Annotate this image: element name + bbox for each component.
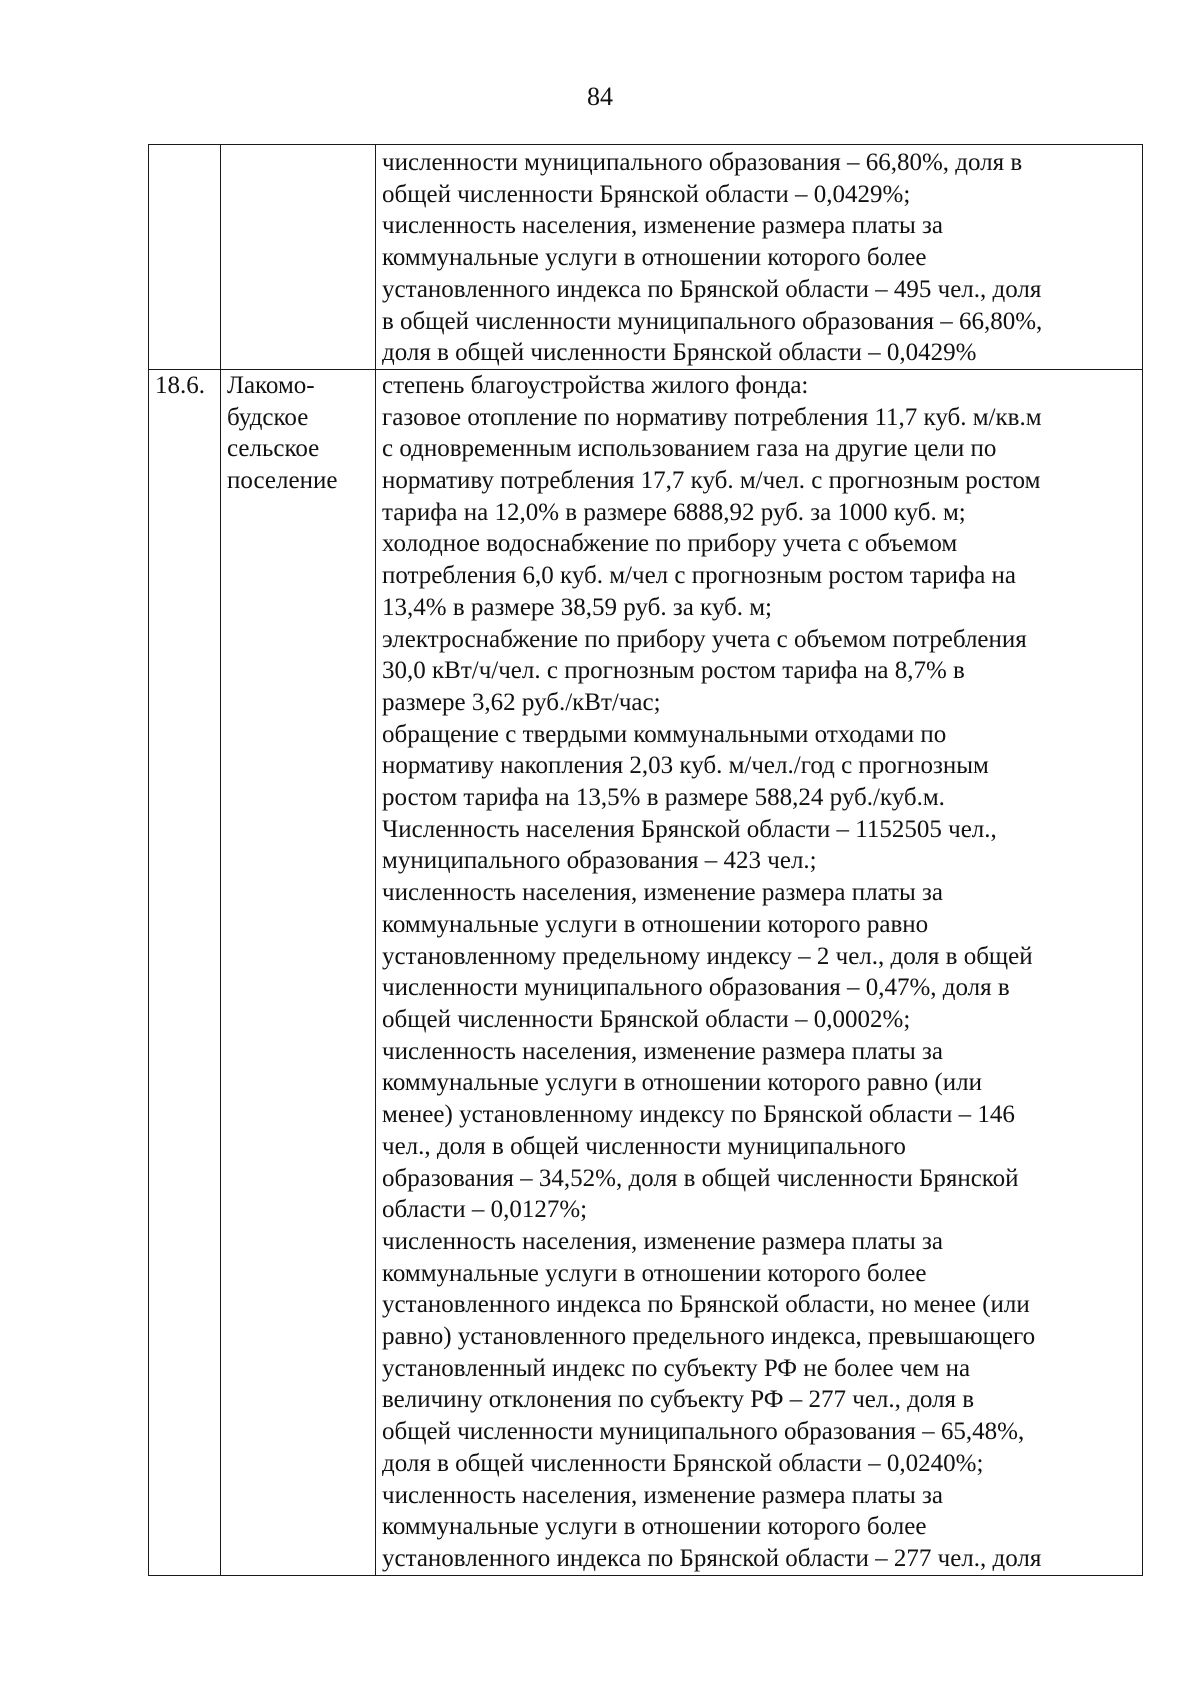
description-line: 30,0 кВт/ч/чел. с прогнозным ростом тарифа на 8,7% в <box>382 657 965 685</box>
description-line: установленному предельному индексу – 2 чел., доля в общей <box>382 942 1033 970</box>
description-line: 13,4% в размере 38,59 руб. за куб. м; <box>382 593 772 621</box>
description-cell <box>376 145 1143 370</box>
settlement-name-line: сельское <box>227 435 320 463</box>
description-line: установленного индекса по Брянской области – 495 чел., доля <box>382 275 1042 303</box>
description-line: общей численности Брянской области – 0,0002%; <box>382 1005 911 1033</box>
description-line: Численность населения Брянской области – 1152505 чел., <box>382 815 997 843</box>
description-line: численность населения, изменение размера платы за <box>382 1227 943 1255</box>
description-line: обращение с твердыми коммунальными отходами по <box>382 720 947 748</box>
description-line: потребления 6,0 куб. м/чел с прогнозным ростом тарифа на <box>382 562 1017 590</box>
description-line: образования – 34,52%, доля в общей численности Брянской <box>382 1164 1019 1192</box>
description-line: с одновременным использованием газа на другие цели по <box>382 435 997 463</box>
table-row <box>149 145 1143 370</box>
description-cell <box>376 369 1143 1575</box>
description-line: менее) установленному индексу по Брянской области – 146 <box>382 1101 1015 1129</box>
description-line: коммунальные услуги в отношении которого более <box>382 1513 927 1541</box>
settlement-name-line: будское <box>227 403 309 431</box>
description-line: установленного индекса по Брянской области, но менее (или <box>382 1291 1030 1319</box>
settlement-name-cell <box>221 369 376 1575</box>
description-line: степень благоустройства жилого фонда: <box>382 371 809 399</box>
settlement-name-line: поселение <box>227 467 338 495</box>
description-line: коммунальные услуги в отношении которого более <box>382 244 927 272</box>
description-line: численность населения, изменение размера платы за <box>382 879 943 907</box>
description-line: тарифа на 12,0% в размере 6888,92 руб. за 1000 куб. м; <box>382 498 966 526</box>
description-line: холодное водоснабжение по прибору учета с объемом <box>382 530 958 558</box>
description-line: муниципального образования – 423 чел.; <box>382 847 817 875</box>
description-line: величину отклонения по субъекту РФ – 277 чел., доля в <box>382 1386 975 1414</box>
row-number-cell <box>149 369 221 1575</box>
description-line: доля в общей численности Брянской области – 0,0429% <box>382 339 977 367</box>
description-line: численность населения, изменение размера платы за <box>382 1481 943 1509</box>
description-line: установленный индекс по субъекту РФ не более чем на <box>382 1354 971 1382</box>
description-line: нормативу потребления 17,7 куб. м/чел. с прогнозным ростом <box>382 467 1041 495</box>
description-line: в общей численности муниципального образования – 66,80%, <box>382 307 1043 335</box>
description-line: общей численности Брянской области – 0,0429%; <box>382 180 911 208</box>
description-line: коммунальные услуги в отношении которого равно (или <box>382 1069 982 1097</box>
municipal-data-table <box>148 144 1143 1576</box>
settlement-name-cell <box>221 145 376 370</box>
description-line: доля в общей численности Брянской области – 0,0240%; <box>382 1449 984 1477</box>
description-line: нормативу накопления 2,03 куб. м/чел./год с прогнозным <box>382 752 989 780</box>
description-line: чел., доля в общей численности муниципального <box>382 1132 906 1160</box>
page-number: 84 <box>587 82 613 111</box>
description-line: общей численности муниципального образования – 65,48%, <box>382 1418 1025 1446</box>
description-line: области – 0,0127%; <box>382 1196 588 1224</box>
row-number-cell <box>149 145 221 370</box>
description-line: размере 3,62 руб./кВт/час; <box>382 688 661 716</box>
description-line: установленного индекса по Брянской области – 277 чел., доля <box>382 1544 1042 1572</box>
description-line: численности муниципального образования – 66,80%, доля в <box>382 149 1023 176</box>
description-line: ростом тарифа на 13,5% в размере 588,24 руб./куб.м. <box>382 784 945 812</box>
table-row <box>149 369 1143 1575</box>
description-line: численности муниципального образования – 0,47%, доля в <box>382 974 1010 1002</box>
description-line: равно) установленного предельного индекса, превышающего <box>382 1323 1036 1351</box>
table-body <box>149 145 1143 1576</box>
row-number: 18.6. <box>155 371 205 399</box>
settlement-name-line: Лакомо- <box>227 371 315 399</box>
description-line: численность населения, изменение размера платы за <box>382 212 943 240</box>
description-line: коммунальные услуги в отношении которого равно <box>382 910 929 938</box>
description-line: численность населения, изменение размера платы за <box>382 1037 943 1065</box>
description-line: электроснабжение по прибору учета с объемом потребления <box>382 625 1027 653</box>
description-line: коммунальные услуги в отношении которого более <box>382 1259 927 1287</box>
description-line: газовое отопление по нормативу потребления 11,7 куб. м/кв.м <box>382 403 1042 431</box>
